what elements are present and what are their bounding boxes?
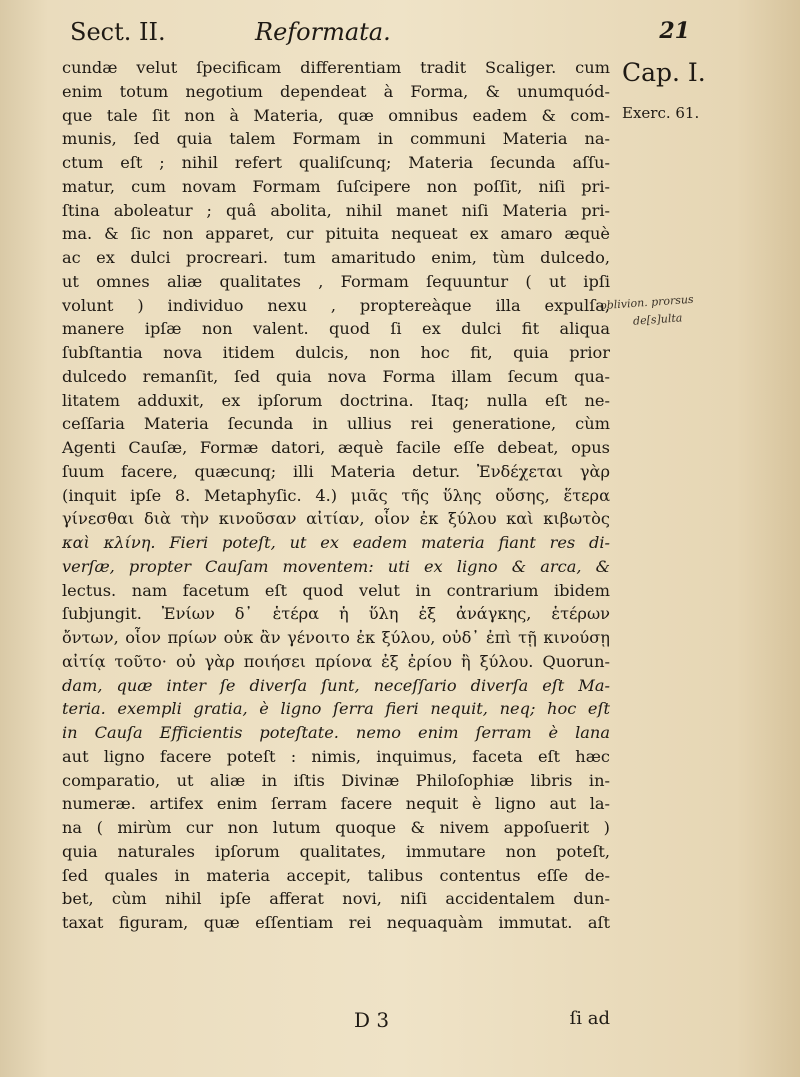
text-line: γίνεσθαι διὰ τὴν κινοῦσαν αἰτίαν, οἷον ἐκ ξύλου καὶ κιβωτὸς — [62, 509, 610, 529]
handwritten-margin-note: oblivion. prorsus — [599, 292, 695, 313]
margin-reference: Exerc. 61. — [622, 104, 700, 122]
text-line: ut omnes aliæ qualitates , Formam ſequuntur ( ut ipſi — [62, 271, 610, 291]
text-line: comparatio, ut aliæ in iſtis Divinæ Philoſophiæ libris in- — [62, 770, 610, 790]
text-line: que tale ſit non à Materia, quæ omnibus eadem & com- — [62, 105, 610, 125]
text-line: lectus. nam facetum eſt quod velut in contrarium ibidem — [62, 580, 610, 600]
text-line: Agenti Cauſæ, Formæ datori, æquè facile eſſe debeat, opus — [62, 438, 610, 457]
text-line: αἰτίᾳ τοῦτο· οὐ γὰρ ποιήσει πρίονα ἐξ ἐρίου ἢ ξύλου. Quorun- — [62, 651, 610, 671]
text-line: ac ex dulci procreari. tum amaritudo enim, tùm dulcedo, — [62, 248, 610, 267]
text-line: litatem adduxit, ex ipſorum doctrina. Itaq; nulla eſt ne- — [62, 390, 610, 410]
running-title: Reformata. — [255, 18, 391, 46]
text-line: ma. & ſic non apparet, cur pituita nequeat ex amaro æquè — [62, 224, 610, 244]
text-line: enim totum negotium dependeat à Forma, & unumquód- — [62, 81, 610, 101]
chapter-marker: Cap. I. — [622, 58, 706, 87]
text-line: ſubſtantia nova itidem dulcis, non hoc fit, quia prior — [62, 343, 610, 362]
text-line: ſed quales in materia accepit, talibus contentus eſſe de- — [62, 865, 610, 885]
text-line: numeræ. artifex enim ſerram facere nequit è ligno aut la- — [62, 794, 610, 814]
page-footer — [62, 1008, 610, 1038]
signature-mark: D 3 — [354, 1008, 390, 1032]
text-line: dulcedo remanſit, ſed quia nova Forma illam ſecum qua- — [62, 366, 610, 386]
text-line: quia naturales ipſorum qualitates, immutare non poteſt, — [62, 841, 610, 861]
text-line: na ( mirùm cur non lutum quoque & nivem appoſuerit ) — [62, 818, 610, 837]
text-line: cundæ velut ſpecificam differentiam tradit Scaliger. cum — [62, 58, 610, 77]
page-header — [70, 18, 690, 58]
page-number: 21 — [659, 18, 690, 44]
text-line: (inquit ipſe 8. Metaphyſic. 4.) μιᾶς τῆς ὕλης οὔσης, ἕτερα — [62, 485, 610, 505]
text-line: ὄντων, οἷον πρίων οὐκ ἂν γένοιτο ἐκ ξύλου, οὐδ᾽ ἐπὶ τῇ κινούσῃ — [62, 628, 610, 647]
text-line: ſubjungit. Ἐνίων δ᾽ ἑτέρα ἡ ὕλη ἐξ ἀνάγκης, ἑτέρων — [62, 604, 610, 624]
text-line: teria. exempli gratia, è ligno ſerra fieri nequit, neq; hoc eſt — [62, 699, 610, 719]
text-line: munis, ſed quia talem Formam in communi Materia na- — [62, 129, 610, 149]
body-text — [62, 56, 610, 935]
text-line: ſuum facere, quæcunq; illi Materia detur. Ἐνδέχεται γὰρ — [62, 461, 610, 481]
text-line: aut ligno facere poteſt : nimis, inquimus, faceta eſt hæc — [62, 746, 610, 766]
catchword: ſi ad — [569, 1008, 610, 1029]
text-line: bet, cùm nihil ipſe afferat novi, niſi accidentalem dun- — [62, 889, 610, 909]
handwritten-margin-note: de[s]ulta — [632, 311, 683, 328]
text-line: matur, cum novam Formam ſuſcipere non poſſit, niſi pri- — [62, 176, 610, 196]
section-heading: Sect. II. — [70, 18, 166, 46]
text-line: in Cauſa Efficientis poteſtate. nemo enim ſerram è lana — [62, 723, 610, 742]
text-line: ſtina aboleatur ; quâ abolita, nihil manet niſi Materia pri- — [62, 200, 610, 220]
text-line: volunt ) individuo nexu , proptereàque illa expulſa, — [62, 295, 610, 315]
text-line: verſæ, propter Cauſam moventem: uti ex ligno & arca, & — [62, 556, 610, 576]
text-line: taxat figuram, quæ eſſentiam rei nequaquàm immutat. aſt — [62, 913, 610, 932]
text-line: manere ipſæ non valent. quod ſi ex dulci fit aliqua — [62, 319, 610, 339]
text-line: ctum eſt ; nihil refert qualiſcunq; Materia ſecunda aſſu- — [62, 153, 610, 172]
text-line: dam, quæ inter ſe diverſa ſunt, neceſſario diverſa eſt Ma- — [62, 675, 610, 695]
text-line: ceſſaria Materia ſecunda in ullius rei generatione, cùm — [62, 414, 610, 434]
text-line: καὶ κλίνη. Fieri poteſt, ut ex eadem materia fiant res di- — [62, 533, 610, 552]
